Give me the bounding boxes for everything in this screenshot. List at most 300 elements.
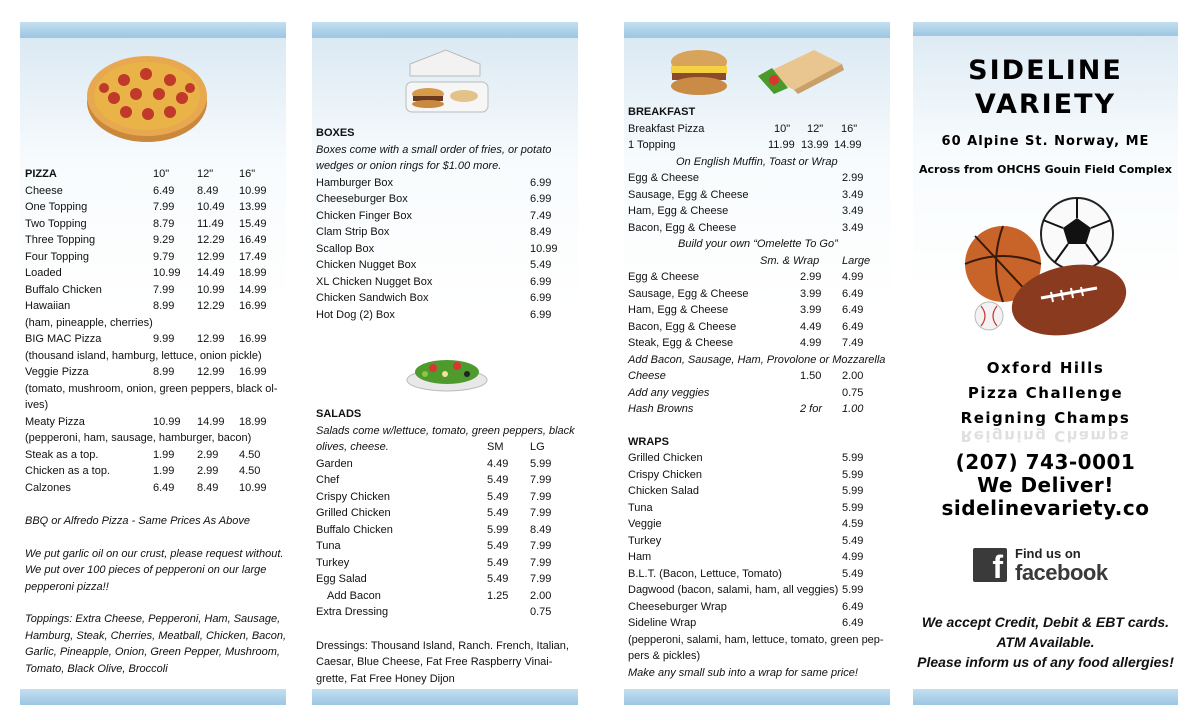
item-name: Steak, Egg & Cheese bbox=[628, 337, 734, 349]
menu-item bbox=[628, 450, 890, 467]
menu-item bbox=[316, 555, 578, 572]
item-price: 3.49 bbox=[842, 205, 864, 217]
breakfast-menu bbox=[628, 104, 890, 681]
price-12: 14.49 bbox=[197, 267, 225, 279]
menu-item bbox=[628, 302, 890, 319]
price-sm: 5.49 bbox=[487, 556, 509, 569]
item-name: Grilled Chicken bbox=[628, 452, 703, 464]
omelette-rows bbox=[628, 269, 890, 352]
menu-item bbox=[316, 175, 578, 192]
item-name: Chicken Sandwich Box bbox=[316, 292, 429, 304]
list-item bbox=[25, 546, 286, 563]
item-name: Turkey bbox=[316, 556, 350, 569]
price-10: 10.99 bbox=[153, 267, 181, 279]
price-16: 14.99 bbox=[834, 139, 862, 151]
store-name-line1: SIDELINE bbox=[968, 55, 1123, 86]
pizza-header bbox=[25, 166, 286, 183]
price-10: 11.99 bbox=[768, 139, 795, 151]
section-title: BOXES bbox=[316, 127, 355, 139]
boxes-menu bbox=[316, 125, 578, 323]
item-price: 1.00 bbox=[842, 403, 864, 415]
item-name: Dagwood (bacon, salami, ham, all veggies) bbox=[628, 584, 839, 596]
price-sm: 3.99 bbox=[800, 304, 822, 316]
item-name: Ham, Egg & Cheese bbox=[628, 205, 729, 217]
price-12: 12.29 bbox=[197, 300, 225, 312]
price-12: 10.99 bbox=[197, 283, 225, 296]
item-price: 5.99 bbox=[842, 501, 864, 514]
salad-image bbox=[405, 350, 489, 394]
item-name: 1 Topping bbox=[628, 139, 676, 151]
sports-balls-image bbox=[959, 196, 1135, 346]
item-name: Loaded bbox=[25, 267, 62, 279]
menu-item bbox=[628, 335, 890, 352]
price-10: 10.99 bbox=[153, 415, 181, 428]
menu-item bbox=[628, 203, 890, 220]
omelette-note: Build your own “Omelette To Go” bbox=[678, 238, 838, 250]
price-lg: 6.49 bbox=[842, 304, 864, 316]
size-12: 12" bbox=[197, 168, 214, 180]
item-note: (thousand island, hamburg, lettuce, onion pickle) bbox=[25, 349, 262, 362]
item-price: 0.75 bbox=[842, 386, 864, 399]
item-price: 5.49 bbox=[842, 534, 864, 547]
breakfast-wraps-panel bbox=[624, 0, 890, 728]
price-sm: 5.49 bbox=[487, 490, 509, 503]
menu-item bbox=[628, 170, 890, 187]
menu-item bbox=[628, 137, 890, 154]
item-price: 0.75 bbox=[530, 606, 552, 618]
item-name: Cheese bbox=[25, 184, 63, 197]
menu-item bbox=[25, 463, 286, 480]
garlic-note: We put garlic oil on our crust, please request without. bbox=[25, 547, 284, 560]
price-16: 18.99 bbox=[239, 267, 267, 279]
menu-item bbox=[628, 467, 890, 484]
item-name: Steak as a top. bbox=[25, 448, 99, 461]
list-item bbox=[628, 632, 890, 649]
menu-item bbox=[628, 269, 890, 286]
item-price: 3.49 bbox=[842, 188, 864, 201]
list-item bbox=[25, 628, 286, 645]
section-title: PIZZA bbox=[25, 168, 57, 180]
price-12: 8.49 bbox=[197, 481, 219, 494]
item-name: Hawaiian bbox=[25, 300, 71, 312]
price-10: 9.79 bbox=[153, 250, 175, 263]
menu-item bbox=[628, 549, 890, 566]
toppings-note: Tomato, Black Olive, Broccoli bbox=[25, 662, 168, 675]
wrap-image bbox=[754, 44, 850, 96]
item-price: 5.99 bbox=[842, 485, 864, 497]
price-lg: 7.99 bbox=[530, 573, 552, 585]
menu-item bbox=[25, 447, 286, 464]
wraps-header bbox=[628, 434, 890, 451]
item-name: One Topping bbox=[25, 201, 88, 213]
menu-item bbox=[25, 331, 286, 348]
item-name: Chicken as a top. bbox=[25, 465, 110, 477]
top-bar bbox=[624, 22, 890, 38]
price-12: 12.99 bbox=[197, 250, 225, 263]
item-name: Buffalo Chicken bbox=[316, 523, 393, 536]
salads-desc: Salads come w/lettuce, tomato, green peppers, black bbox=[316, 424, 575, 437]
list-item bbox=[316, 423, 578, 440]
top-bar bbox=[913, 22, 1178, 36]
menu-item bbox=[25, 232, 286, 249]
list-item bbox=[25, 348, 286, 365]
menu-item bbox=[25, 265, 286, 282]
size-12: 12" bbox=[807, 122, 824, 135]
price-sm: 5.49 bbox=[487, 573, 509, 585]
toppings-note: Hamburg, Steak, Cherries, Meatball, Chicken, Bacon, bbox=[25, 629, 287, 642]
item-name: Cheeseburger Wrap bbox=[628, 600, 727, 613]
bottom-bar bbox=[20, 689, 286, 705]
price-10: 7.99 bbox=[153, 201, 175, 213]
menu-item bbox=[316, 538, 578, 555]
item-name: Clam Strip Box bbox=[316, 226, 390, 238]
phone-number: (207) 743-0001 bbox=[955, 450, 1136, 474]
facebook-icon: f bbox=[973, 548, 1007, 582]
price-lg: 7.99 bbox=[530, 540, 552, 552]
price-10: 8.99 bbox=[153, 300, 175, 312]
pizza-rows bbox=[25, 183, 286, 315]
menu-item bbox=[316, 208, 578, 225]
menu-item bbox=[316, 274, 578, 291]
item-price: 6.99 bbox=[530, 308, 552, 321]
item-price: 6.49 bbox=[842, 617, 864, 629]
price-16: 16.99 bbox=[239, 366, 267, 378]
item-price: 5.49 bbox=[530, 259, 552, 271]
menu-item bbox=[316, 522, 578, 539]
item-name: Four Topping bbox=[25, 250, 90, 263]
item-name: Bacon, Egg & Cheese bbox=[628, 320, 737, 333]
item-name: Egg & Cheese bbox=[628, 271, 699, 283]
item-name: Crispy Chicken bbox=[316, 490, 390, 503]
menu-item bbox=[316, 472, 578, 489]
boxes-desc: Boxes come with a small order of fries, or potato bbox=[316, 143, 552, 156]
menu-item bbox=[628, 615, 890, 632]
item-name: BIG MAC Pizza bbox=[25, 333, 102, 345]
deliver-text: We Deliver! bbox=[977, 473, 1114, 497]
item-name: Add Bacon bbox=[327, 589, 381, 602]
item-qty: 2 for bbox=[800, 403, 823, 415]
item-price: 4.99 bbox=[842, 551, 864, 563]
section-title: SALADS bbox=[316, 408, 362, 420]
list-item bbox=[25, 381, 286, 398]
item-name: Meaty Pizza bbox=[25, 415, 85, 428]
payment-info bbox=[913, 612, 1178, 672]
item-price: 3.49 bbox=[842, 221, 864, 234]
menu-item bbox=[628, 533, 890, 550]
list-item bbox=[628, 154, 890, 171]
dressings-note: Dressings: Thousand Island, Ranch. French, Italian, bbox=[316, 639, 569, 652]
item-name: XL Chicken Nugget Box bbox=[316, 275, 433, 288]
store-info-panel bbox=[913, 0, 1178, 728]
salads-col-header bbox=[316, 439, 578, 456]
item-name: Cheeseburger Box bbox=[316, 193, 408, 205]
store-address: 60 Alpine St. Norway, ME bbox=[941, 134, 1150, 149]
price-10: 1.99 bbox=[153, 448, 175, 461]
item-price: 5.99 bbox=[842, 452, 864, 464]
item-price: 5.99 bbox=[842, 468, 864, 481]
price-10: 9.99 bbox=[153, 333, 175, 345]
item-name: Ham, Egg & Cheese bbox=[628, 304, 729, 316]
menu-item bbox=[316, 224, 578, 241]
muffin-rows bbox=[628, 170, 890, 236]
price-12: 12.29 bbox=[197, 234, 225, 246]
item-name: Calzones bbox=[25, 481, 71, 494]
bbq-note: BBQ or Alfredo Pizza - Same Prices As Above bbox=[25, 515, 250, 527]
menu-item bbox=[628, 582, 890, 599]
salads-desc: olives, cheese. bbox=[316, 441, 389, 453]
price-lg: 7.99 bbox=[530, 507, 552, 519]
col-lg: LG bbox=[530, 441, 545, 453]
item-name: Scallop Box bbox=[316, 242, 375, 255]
list-item bbox=[25, 513, 286, 530]
breakfast-header bbox=[628, 104, 890, 121]
section-title: BREAKFAST bbox=[628, 106, 696, 118]
item-note: (tomato, mushroom, onion, green peppers, black ol- bbox=[25, 382, 278, 395]
price-12: 12.99 bbox=[197, 333, 225, 345]
col-large: Large bbox=[842, 254, 871, 267]
item-name: Bacon, Egg & Cheese bbox=[628, 221, 737, 234]
item-price: 8.49 bbox=[530, 226, 552, 238]
item-price: 6.99 bbox=[530, 292, 552, 304]
price-12: 8.49 bbox=[197, 184, 219, 197]
item-name: Egg & Cheese bbox=[628, 172, 699, 184]
boxes-salads-panel bbox=[312, 0, 578, 728]
list-item bbox=[628, 665, 890, 682]
menu-item bbox=[25, 216, 286, 233]
menu-item bbox=[316, 290, 578, 307]
item-name: Sausage, Egg & Cheese bbox=[628, 287, 749, 300]
list-item bbox=[316, 638, 578, 655]
item-price: 7.49 bbox=[530, 209, 552, 222]
pepperoni-note: pepperoni pizza!! bbox=[25, 580, 109, 593]
price-10: 8.79 bbox=[153, 217, 175, 230]
price-12: 11.49 bbox=[197, 217, 224, 230]
menu-item bbox=[25, 249, 286, 266]
price-16: 16.99 bbox=[239, 300, 267, 312]
menu-item bbox=[628, 187, 890, 204]
challenge-line3: Reigning Champs bbox=[960, 409, 1131, 427]
list-item bbox=[316, 158, 578, 175]
list-item bbox=[25, 430, 286, 447]
challenge-line2: Pizza Challenge bbox=[967, 384, 1124, 402]
price-16: 4.50 bbox=[239, 448, 261, 461]
item-name: Egg Salad bbox=[316, 573, 367, 585]
price-12: 12.99 bbox=[197, 366, 225, 378]
price-lg: 5.99 bbox=[530, 457, 552, 470]
item-name: Turkey bbox=[628, 534, 662, 547]
item-name: Grilled Chicken bbox=[316, 507, 391, 519]
item-name: Crispy Chicken bbox=[628, 468, 702, 481]
menu-item bbox=[628, 483, 890, 500]
price-16: 16.99 bbox=[239, 333, 267, 345]
list-item bbox=[316, 654, 578, 671]
menu-item bbox=[25, 298, 286, 315]
price-10: 1.99 bbox=[153, 465, 175, 477]
top-bar bbox=[20, 22, 286, 38]
item-note: (pepperoni, ham, sausage, hamburger, bacon) bbox=[25, 432, 252, 444]
price-10: 8.99 bbox=[153, 366, 175, 378]
price-12: 13.99 bbox=[801, 139, 829, 151]
atm-note: ATM Available. bbox=[996, 634, 1095, 650]
menu-item bbox=[25, 414, 286, 431]
item-price: 5.49 bbox=[842, 567, 864, 580]
price-lg: 6.49 bbox=[842, 320, 864, 333]
price-16: 10.99 bbox=[239, 184, 267, 197]
payment-cards: We accept Credit, Debit & EBT cards. bbox=[921, 614, 1170, 630]
menu-item bbox=[628, 566, 890, 583]
col-sm: SM bbox=[487, 441, 504, 453]
section-title: WRAPS bbox=[628, 435, 669, 448]
size-16: 16" bbox=[239, 168, 256, 180]
menu-item bbox=[628, 286, 890, 303]
price-10: 9.29 bbox=[153, 234, 175, 246]
add-note: Add Bacon, Sausage, Ham, Provolone or Mozzarella bbox=[628, 353, 886, 366]
price-sm: 3.99 bbox=[800, 287, 822, 300]
salads-header bbox=[316, 406, 578, 423]
menu-item bbox=[316, 257, 578, 274]
salads-rows bbox=[316, 456, 578, 605]
boxes-rows bbox=[316, 175, 578, 324]
menu-item bbox=[25, 364, 286, 381]
price-16: 14.99 bbox=[239, 283, 267, 296]
menu-item bbox=[628, 500, 890, 517]
price-12: 2.99 bbox=[197, 448, 219, 461]
menu-item bbox=[628, 401, 890, 418]
salads-menu bbox=[316, 406, 578, 687]
bottom-bar bbox=[624, 689, 890, 705]
item-name: Ham bbox=[628, 551, 652, 563]
price-sm: 5.49 bbox=[487, 474, 509, 486]
item-price: 6.99 bbox=[530, 193, 552, 205]
list-item bbox=[628, 236, 890, 253]
pizza-extras bbox=[25, 447, 286, 497]
item-price: 6.49 bbox=[842, 600, 864, 613]
item-name: Sideline Wrap bbox=[628, 617, 697, 629]
list-item bbox=[25, 611, 286, 628]
item-price: 6.99 bbox=[530, 275, 552, 288]
item-name: Veggie bbox=[628, 518, 662, 530]
menu-item bbox=[316, 604, 578, 621]
menu-item bbox=[628, 220, 890, 237]
menu-item bbox=[628, 385, 890, 402]
item-name: Hash Browns bbox=[628, 403, 694, 415]
item-name: Hot Dog (2) Box bbox=[316, 308, 395, 321]
price-12: 10.49 bbox=[197, 201, 225, 213]
list-item bbox=[25, 579, 286, 596]
list-item bbox=[25, 397, 286, 414]
price-12: 2.99 bbox=[197, 465, 219, 477]
item-price: 6.99 bbox=[530, 176, 552, 189]
item-price: 2.99 bbox=[842, 172, 864, 184]
facebook-text: facebook bbox=[1015, 560, 1108, 585]
list-item bbox=[316, 142, 578, 159]
list-item bbox=[25, 661, 286, 678]
price-lg: 2.00 bbox=[530, 589, 552, 602]
item-name: Breakfast Pizza bbox=[628, 122, 705, 135]
bottom-bar bbox=[312, 689, 578, 705]
bottom-bar bbox=[913, 689, 1178, 705]
item-name: Chicken Finger Box bbox=[316, 209, 412, 222]
menu-item bbox=[628, 368, 890, 385]
store-location-note: Across from OHCHS Gouin Field Complex bbox=[919, 163, 1172, 176]
price-16: 16.49 bbox=[239, 234, 267, 246]
breakfast-sandwich-image bbox=[668, 48, 730, 98]
menu-item bbox=[316, 456, 578, 473]
menu-item bbox=[316, 241, 578, 258]
website-text: sidelinevariety.co bbox=[941, 496, 1150, 520]
facebook-badge[interactable] bbox=[973, 546, 1123, 584]
price-10: 7.99 bbox=[153, 283, 175, 296]
price-16: 4.50 bbox=[239, 465, 261, 477]
item-note: (ham, pineapple, cherries) bbox=[25, 316, 153, 329]
item-price: 4.59 bbox=[842, 518, 864, 530]
list-item bbox=[628, 648, 890, 665]
pizza-panel bbox=[20, 0, 286, 728]
item-price: 5.99 bbox=[842, 584, 864, 596]
item-name: Hamburger Box bbox=[316, 176, 394, 189]
item-name: Chicken Nugget Box bbox=[316, 259, 417, 271]
item-price-sm: 1.50 bbox=[800, 370, 822, 382]
price-lg: 7.99 bbox=[530, 556, 552, 569]
price-16: 10.99 bbox=[239, 481, 267, 494]
item-price-lg: 2.00 bbox=[842, 370, 864, 382]
toppings-note: Garlic, Pineapple, Onion, Green Pepper, Mushroom, bbox=[25, 646, 280, 658]
allergy-note: Please inform us of any food allergies! bbox=[917, 654, 1174, 670]
store-name-line2: VARIETY bbox=[974, 89, 1117, 120]
boxes-header bbox=[316, 125, 578, 142]
top-bar bbox=[312, 22, 578, 38]
burger-box-image bbox=[400, 46, 492, 122]
item-price: 10.99 bbox=[530, 242, 558, 255]
list-item bbox=[25, 315, 286, 332]
size-10: 10" bbox=[774, 122, 791, 135]
price-16: 18.99 bbox=[239, 415, 267, 428]
menu-item bbox=[25, 282, 286, 299]
price-lg: 7.49 bbox=[842, 337, 864, 349]
menu-item bbox=[628, 319, 890, 336]
price-sm: 4.99 bbox=[800, 337, 822, 349]
menu-item bbox=[316, 307, 578, 324]
price-lg: 7.99 bbox=[530, 490, 552, 503]
menu-item bbox=[316, 489, 578, 506]
item-name: Sausage, Egg & Cheese bbox=[628, 188, 749, 201]
price-12: 14.99 bbox=[197, 415, 225, 428]
item-name: Veggie Pizza bbox=[25, 366, 89, 378]
menu-item bbox=[316, 505, 578, 522]
price-10: 6.49 bbox=[153, 184, 175, 197]
muffin-note: On English Muffin, Toast or Wrap bbox=[676, 155, 838, 168]
price-sm: 5.99 bbox=[487, 523, 509, 536]
challenge-reflection: Reigning Champs bbox=[960, 427, 1131, 445]
item-name: Cheese bbox=[628, 370, 666, 382]
menu-item bbox=[25, 199, 286, 216]
price-sm: 4.49 bbox=[487, 457, 509, 470]
item-name: Add any veggies bbox=[628, 386, 710, 399]
price-sm: 2.99 bbox=[800, 271, 822, 283]
price-lg: 6.49 bbox=[842, 287, 864, 300]
price-lg: 8.49 bbox=[530, 523, 552, 536]
challenge-line1: Oxford Hills bbox=[986, 359, 1105, 377]
dressings-note: Caesar, Blue Cheese, Fat Free Raspberry Vinai- bbox=[316, 656, 553, 668]
boxes-desc: wedges or onion rings for $1.00 more. bbox=[316, 160, 502, 172]
item-name: Three Topping bbox=[25, 234, 96, 246]
size-16: 16" bbox=[841, 122, 858, 135]
price-10: 6.49 bbox=[153, 481, 175, 494]
item-name: Garden bbox=[316, 457, 353, 470]
item-name: Buffalo Chicken bbox=[25, 283, 102, 296]
col-sm-wrap: Sm. & Wrap bbox=[760, 254, 820, 267]
item-note: (pepperoni, salami, ham, lettuce, tomato, green pep- bbox=[628, 633, 884, 646]
